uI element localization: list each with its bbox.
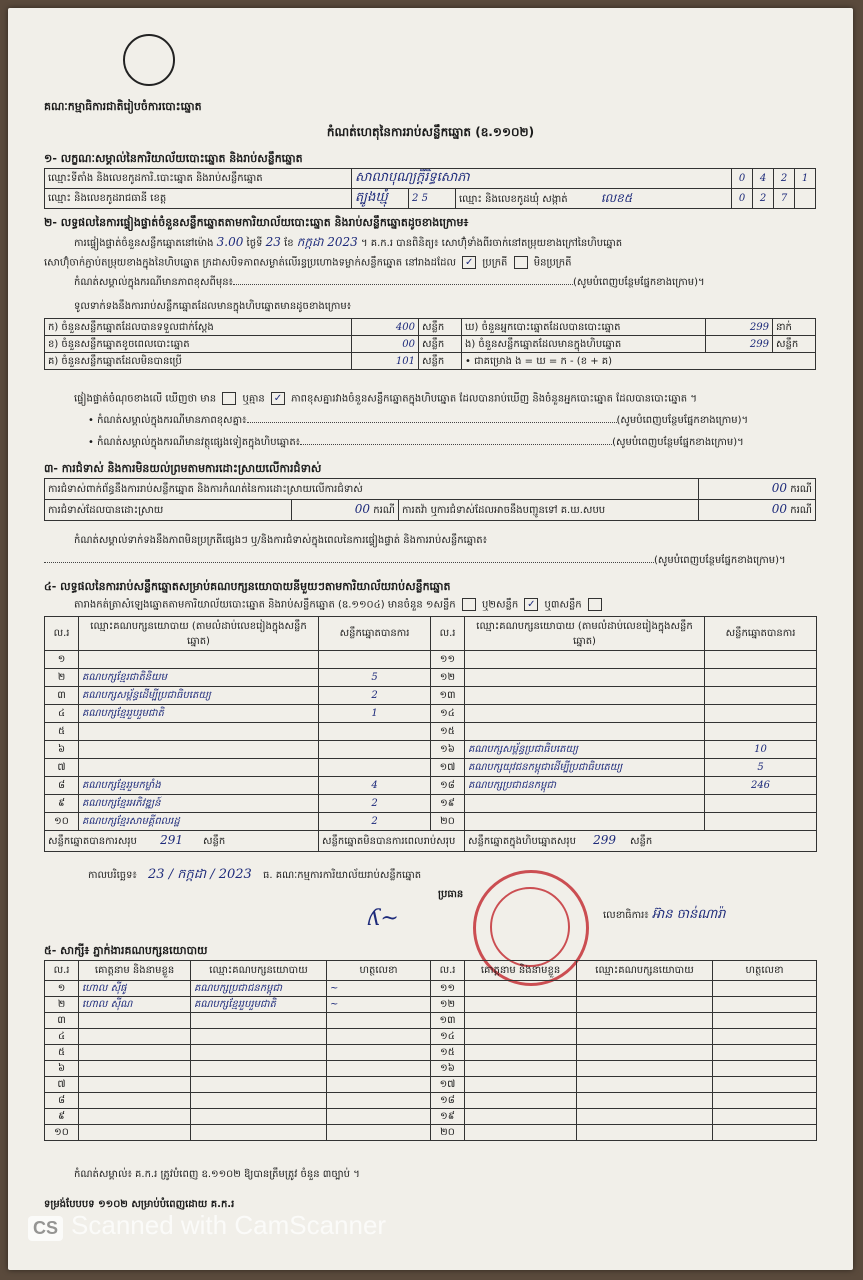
party-votes: 2 [319,813,431,831]
witness-number: ១៧ [431,1077,465,1093]
camscanner-icon: CS [28,1216,63,1241]
witness-name [465,1093,577,1109]
col-sign: ហត្ថលេខា [713,961,817,981]
party-votes: 5 [319,669,431,687]
page-title: កំណត់ហេតុនៃការរាប់សន្លឹកឆ្នោត (ឧ.១១០២) [326,125,535,139]
verification-line-1: ការផ្ទៀងផ្ទាត់ចំនួនសន្លឹកឆ្នោតនៅម៉ោង 3.00 ថ្ងៃទី 23 ខែ កក្កដា 2023 ។ គ.ក.រ បានពិនិត្យ៖ សោហ៊ុំទាំងពីរចាក់នៅតម្រុយខាងក្រៅនៃហិបឆ្នោត [74,235,623,249]
party-votes: 2 [319,687,431,705]
witness-signature [327,1109,431,1125]
witness-number: ៧ [45,1077,79,1093]
party-name [465,813,705,831]
witness-signature [713,1061,817,1077]
witness-signature [713,1029,817,1045]
scanner-text: Scanned with CamScanner [71,1210,387,1240]
org-name: គណៈកម្មាធិការជាតិរៀបចំការបោះឆ្នោត [44,100,202,113]
witness-signature [327,1093,431,1109]
section-4-heading: ៤- លទ្ធផលនៃការរាប់សន្លឹកឆ្នោតសម្រាប់គណបក្សនយោបាយនីមួយៗតាមការិយាល័យរាប់សន្លឹកឆ្នោត [44,580,451,593]
party-name [465,705,705,723]
witness-signature [713,1045,817,1061]
footer-note: កំណត់សម្គាល់៖ គ.ក.រ ត្រូវបំពេញ ឧ.១១០២ ឱ្យបានត្រឹមត្រូវ ចំនួន ៣ច្បាប់ ។ [74,1169,360,1180]
witness-party [191,1093,327,1109]
col-party: ឈ្មោះគណបក្សនយោបាយ (តាមលំដាប់លេខរៀងក្នុងសន្លឹកឆ្នោត) [465,617,705,651]
count-unit: សន្លឹក [419,319,462,336]
count-label: ខ) ចំនួនសន្លឹកឆ្នោតខូចពេលបោះឆ្នោត [45,336,352,353]
party-number: ៥ [45,723,79,741]
witness-name [465,1045,577,1061]
witness-row [45,981,817,997]
result-row [45,651,817,669]
witness-signature [327,1125,431,1141]
party-number: ៤ [45,705,79,723]
result-row [45,813,817,831]
result-intro: ទូលទាក់ទងនឹងការរាប់សន្លឹកឆ្នោតដែលមានក្នុងហិបឆ្នោតមានដូចខាងក្រោម៖ [74,301,352,312]
witness-signature [327,1013,431,1029]
witness-name [79,1013,191,1029]
party-name [465,687,705,705]
result-row [45,705,817,723]
col-no: ល.រ [431,961,465,981]
count-value-2: 299 [706,319,773,336]
count-value: 00 [352,336,419,353]
location-table [44,168,816,209]
three-sheet-checkbox[interactable] [588,598,602,611]
result-row [45,741,817,759]
objection-label: ការជំទាស់ពាក់ព័ន្ធនឹងការរាប់សន្លឹកឆ្នោត និងការកំណត់នៃការដោះស្រាយលើការជំទាស់ [45,479,699,500]
witness-signature [713,997,817,1013]
party-number: ២០ [431,813,465,831]
witness-signature [713,1109,817,1125]
party-number: ១២ [431,669,465,687]
location-code-4: 1 [795,169,816,189]
party-votes [705,723,817,741]
resolved-label: ការជំទាស់ដែលបានដោះស្រាយ [45,500,292,521]
witness-name [465,1013,577,1029]
party-number: ៣ [45,687,79,705]
witness-party [191,1029,327,1045]
witness-row [45,1045,817,1061]
two-sheet-checkbox[interactable]: ✓ [524,598,538,611]
section-5-heading: ៥- សាក្សី៖ ភ្នាក់ងារគណបក្សនយោបាយ [44,944,208,957]
witness-name [79,1125,191,1141]
commune-code-1: 0 [732,189,753,209]
party-name: គណបក្សសម្ព័ន្ធដើម្បីប្រជាធិបតេយ្យ [79,687,319,705]
count-label: គ) ចំនួនសន្លឹកឆ្នោតដែលមិនបានប្រើ [45,353,352,370]
witness-row [45,1109,817,1125]
count-unit-2: នាក់ [773,319,816,336]
document-page [8,8,853,1270]
witness-party [191,1109,327,1125]
witness-name [465,1061,577,1077]
party-name: គណបក្សសម្ព័ន្ធប្រជាធិបតេយ្យ [465,741,705,759]
result-row [45,687,817,705]
witness-number: ១១ [431,981,465,997]
location-code-2: 4 [753,169,774,189]
witness-party [577,1029,713,1045]
commune-cell: ឈ្មោះ និងលេខកូដឃុំ សង្កាត់ លេខ៥ [456,189,732,209]
witness-name [79,1093,191,1109]
date-line: កាលបរិច្ឆេទ៖ 23 / កក្កដា / 2023 ធ. គណៈកម្មការការិយាល័យរាប់សន្លឹកឆ្នោត [88,867,422,882]
party-votes: 10 [705,741,817,759]
verification-line-2: សោហ៊ុំចាក់ភ្ជាប់តម្រុយខាងក្នុងនៃហិបឆ្នោត ក្រដាសបិទភាពសម្ងាត់លើរន្ធប្រហោងទម្លាក់សន្លឹកឆ្នោត នៅរាងដដែល ✓ ប្រក្រតី មិនប្រក្រតី [44,257,572,269]
bullet-note-1: • កំណត់សម្គាល់ក្នុងករណីមានភាពខុសគ្នា៖ (សូមបំពេញបន្ថែមផ្នែកខាងក្រោម)។ [88,415,749,426]
party-name: គណបក្សខ្មែរអភិវឌ្ឍន៍ [79,795,319,813]
witness-party [577,997,713,1013]
col-party: ឈ្មោះគណបក្សនយោបាយ (តាមលំដាប់លេខរៀងក្នុងសន្លឹកឆ្នោត) [79,617,319,651]
col-party: ឈ្មោះគណបក្សនយោបាយ [577,961,713,981]
witness-number: ៦ [45,1061,79,1077]
witness-signature [713,1013,817,1029]
count-row [45,319,816,336]
location-label: ឈ្មោះទីតាំង និងលេខកូដការិ.បោះឆ្នោត និងរាប់សន្លឹកឆ្នោត [45,169,352,189]
no-diff-checkbox[interactable]: ✓ [271,392,285,405]
party-number: ១៩ [431,795,465,813]
witness-party [191,1045,327,1061]
party-number: ៦ [45,741,79,759]
party-number: ១៣ [431,687,465,705]
witness-name [465,1109,577,1125]
objection-note-line: (សូមបំពេញបន្ថែមផ្នែកខាងក្រោម)។ [44,554,786,567]
party-name: គណបក្សខ្មែររួបរួមជាតិ [79,705,319,723]
party-votes: 4 [319,777,431,795]
result-row [45,777,817,795]
party-votes [705,795,817,813]
count-value-2: 299 [706,336,773,353]
party-number: ១៥ [431,723,465,741]
tally-sheet-line: តារាងកត់ត្រាសំឡេងឆ្នោតតាមការិយាល័យបោះឆ្នោត និងរាប់សន្លឹកឆ្នោត (ឧ.១១០៤) មានចំនួន ១សន្លឹក ឬ២សន្លឹក ✓ ឬ៣សន្លឹក [74,598,605,612]
party-votes [319,651,431,669]
party-votes [705,705,817,723]
witness-name [465,1077,577,1093]
witness-party [577,1045,713,1061]
party-name [465,723,705,741]
witness-party [577,1093,713,1109]
witness-name [465,1125,577,1141]
commune-code-2: 2 [753,189,774,209]
witness-name: ហោល ស៊ីណ [79,997,191,1013]
count-label-2: ង) ចំនួនសន្លឹកឆ្នោតដែលមានក្នុងហិបឆ្នោត [462,336,706,353]
objection-table [44,478,816,521]
province-label: ឈ្មោះ និងលេខកូដរាជធានី ខេត្ត [45,189,352,209]
witness-party [577,981,713,997]
count-row [45,353,816,370]
witness-party [191,1061,327,1077]
complaint-label: ការតវ៉ា ឬការជំទាស់ដែលអាចនឹងបញ្ជូនទៅ គ.ឃ.សបប [399,500,699,521]
abnormal-checkbox[interactable] [514,256,528,269]
province-code: 2 5 [409,189,456,209]
witness-row [45,1013,817,1029]
witness-name [79,1109,191,1125]
witness-number: ២០ [431,1125,465,1141]
witness-signature [713,1125,817,1141]
party-name: គណបក្សខ្មែរជាតិនិយម [79,669,319,687]
witness-signature [713,1093,817,1109]
party-number: ១៧ [431,759,465,777]
result-row [45,795,817,813]
party-name [79,759,319,777]
col-votes: សន្លឹកឆ្នោតបានការ [319,617,431,651]
witness-row [45,1061,817,1077]
count-unit: សន្លឹក [419,336,462,353]
witness-number: ១២ [431,997,465,1013]
col-votes: សន្លឹកឆ្នោតបានការ [705,617,817,651]
witness-number: ១៣ [431,1013,465,1029]
party-number: ១៦ [431,741,465,759]
party-number: ១ [45,651,79,669]
col-sign: ហត្ថលេខា [327,961,431,981]
party-votes: 1 [319,705,431,723]
col-no: ល.រ [431,617,465,651]
bullet-note-2: • កំណត់សម្គាល់ក្នុងករណីមានវត្ថុផ្សេងទៀតក្នុងហិបឆ្នោត៖ (សូមបំពេញបន្ថែមផ្នែកខាងក្រោម)។ [88,437,744,448]
col-name: គោត្តនាម និងនាមខ្លួន [79,961,191,981]
party-number: ១៤ [431,705,465,723]
results-table [44,616,817,852]
party-name: គណបក្សប្រជាជនកម្ពុជា [465,777,705,795]
result-row [45,669,817,687]
witness-signature [713,981,817,997]
party-votes: 2 [319,795,431,813]
witness-party [191,1013,327,1029]
party-number: ៩ [45,795,79,813]
witness-row [45,1093,817,1109]
witness-number: ៣ [45,1013,79,1029]
result-row [45,723,817,741]
section-1-heading: ១- លក្ខណៈសម្គាល់នៃការិយាល័យបោះឆ្នោត និងរាប់សន្លឹកឆ្នោត [44,152,303,165]
witness-party [191,1077,327,1093]
witness-number: ១៩ [431,1109,465,1125]
witness-signature [327,1045,431,1061]
witness-party: គណបក្សខ្មែររួបរួមជាតិ [191,997,327,1013]
witness-number: ៨ [45,1093,79,1109]
section-3-heading: ៣- ការជំទាស់ និងការមិនយល់ព្រមតាមការដោះស្រាយលើការជំទាស់ [44,462,322,475]
witness-party [577,1077,713,1093]
party-votes [705,813,817,831]
witness-number: ២ [45,997,79,1013]
objection-cell: 00 ករណី [699,479,816,500]
party-name [465,795,705,813]
commune-code-3: 7 [774,189,795,209]
party-votes [705,651,817,669]
witness-signature: ~ [327,981,431,997]
witness-party [191,1125,327,1141]
witness-party [577,1013,713,1029]
witness-number: ១៥ [431,1045,465,1061]
normal-checkbox[interactable]: ✓ [462,256,476,269]
witness-name [79,1061,191,1077]
resolved-cell: 00 ករណី [292,500,399,521]
col-name: គោត្តនាម និងនាមខ្លួន [465,961,577,981]
party-votes [319,723,431,741]
witness-signature: ~ [327,997,431,1013]
witness-table [44,960,817,1141]
witness-party: គណបក្សប្រជាជនកម្ពុជា [191,981,327,997]
count-label-2: ឃ) ចំនួនអ្នកបោះឆ្នោតដែលបានបោះឆ្នោត [462,319,706,336]
section-2-heading: ២- លទ្ធផលនៃការផ្ទៀងផ្ទាត់ចំនួនសន្លឹកឆ្នោតតាមការិយាល័យបោះឆ្នោត និងរាប់សន្លឹកឆ្នោតដូចខាងក្រោម៖ [44,216,469,229]
count-value: 400 [352,319,419,336]
witness-name [465,997,577,1013]
secretary-line: លេខាធិការ៖ អ៊ាន ចាន់ណារ៉ា [603,907,726,922]
party-name [465,669,705,687]
party-name [79,651,319,669]
witness-number: ៤ [45,1029,79,1045]
objection-note: កំណត់សម្គាល់ទាក់ទងនឹងភាពមិនប្រក្រតីផ្សេងៗ ឬ/និងការជំទាស់ក្នុងពេលនៃការផ្ទៀងផ្ទាត់ និងការរាប់សន្លឹកឆ្នោត៖ [74,535,487,546]
witness-number: ៩ [45,1109,79,1125]
party-number: ៨ [45,777,79,795]
form-label: ទម្រង់បែបបទ ១១០២ សម្រាប់បំពេញដោយ គ.ក.រ [44,1199,235,1210]
witness-name [465,981,577,997]
total-invalid-cell: សន្លឹកឆ្នោតមិនបានការពេលរាប់សរុប [319,831,465,852]
witness-party [577,1109,713,1125]
province-value: ត្បូងឃ្មុំ [352,189,409,209]
party-name [79,723,319,741]
count-label: ក) ចំនួនសន្លឹកឆ្នោតដែលបានទទួលជាក់ស្ដែង [45,319,352,336]
complaint-cell: 00 ករណី [699,500,816,521]
has-diff-checkbox[interactable] [222,392,236,405]
party-number: ២ [45,669,79,687]
witness-number: ១ [45,981,79,997]
compare-line: ផ្ទៀងផ្ទាត់ចំណុចខាងលើ ឃើញថា មាន ឬគ្មាន ✓ ភាពខុសគ្នារវាងចំនួនសន្លឹកឆ្នោតក្នុងហិបឆ្នោត ដែលបានរាប់ឃើញ និងចំនួនអ្នកបោះឆ្នោត ដែលបានបោះឆ្នោត ។ [74,393,697,405]
count-unit-2: សន្លឹក [773,336,816,353]
party-name: គណបក្សខ្មែរសាមគ្គីពលរដ្ឋ [79,813,319,831]
party-name: គណបក្សខ្មែររួមកម្លាំង [79,777,319,795]
party-votes: 246 [705,777,817,795]
party-name: គណបក្សយុវជនកម្ពុជាដើម្បីប្រជាធិបតេយ្យ [465,759,705,777]
count-row [45,336,816,353]
col-party: ឈ្មោះគណបក្សនយោបាយ [191,961,327,981]
note-line: កំណត់សម្គាល់ក្នុងករណីមានភាពខុសពីមុន៖ (សូមបំពេញបន្ថែមផ្នែកខាងក្រោម)។ [74,277,705,288]
witness-row [45,1077,817,1093]
ballot-count-table [44,318,816,370]
party-number: ១៨ [431,777,465,795]
witness-row [45,1029,817,1045]
witness-name [79,1029,191,1045]
party-votes: 5 [705,759,817,777]
location-code-3: 2 [774,169,795,189]
witness-number: ១០ [45,1125,79,1141]
one-sheet-checkbox[interactable] [462,598,476,611]
witness-number: ១៨ [431,1093,465,1109]
location-value: សាលាបុណ្យក្ដីរិទ្ធសោភា [352,169,732,189]
witness-signature [327,1029,431,1045]
party-number: ១០ [45,813,79,831]
col-no: ល.រ [45,961,79,981]
witness-number: ១៤ [431,1029,465,1045]
count-unit: សន្លឹក [419,353,462,370]
witness-name [465,1029,577,1045]
witness-signature [713,1077,817,1093]
location-code-1: 0 [732,169,753,189]
count-value: 101 [352,353,419,370]
witness-row [45,1125,817,1141]
chair-label: ប្រធាន [438,889,464,900]
party-number: ១១ [431,651,465,669]
col-no: ល.រ [45,617,79,651]
witness-number: ៥ [45,1045,79,1061]
witness-name [79,1045,191,1061]
scanner-watermark [28,1210,386,1241]
party-name [79,741,319,759]
witness-number: ១៦ [431,1061,465,1077]
party-votes [319,741,431,759]
witness-name: ហោល ស៊ីផូ [79,981,191,997]
emblem-logo [123,34,175,86]
witness-party [577,1061,713,1077]
witness-name [79,1077,191,1093]
witness-party [577,1125,713,1141]
party-number: ៧ [45,759,79,777]
witness-signature [327,1061,431,1077]
total-valid-cell: សន្លឹកឆ្នោតបានការសរុប 291 សន្លឹក [45,831,319,852]
party-votes [705,669,817,687]
witness-signature [327,1077,431,1093]
party-votes [319,759,431,777]
party-name [465,651,705,669]
formula: • ជាគម្រោង ង = ឃ = ក - (ខ + គ) [462,353,816,370]
chair-signature: ʎ~ [368,906,399,931]
party-votes [705,687,817,705]
witness-row [45,997,817,1013]
result-row [45,759,817,777]
total-box-cell: សន្លឹកឆ្នោតក្នុងហិបឆ្នោតសរុប 299 សន្លឹក [465,831,817,852]
